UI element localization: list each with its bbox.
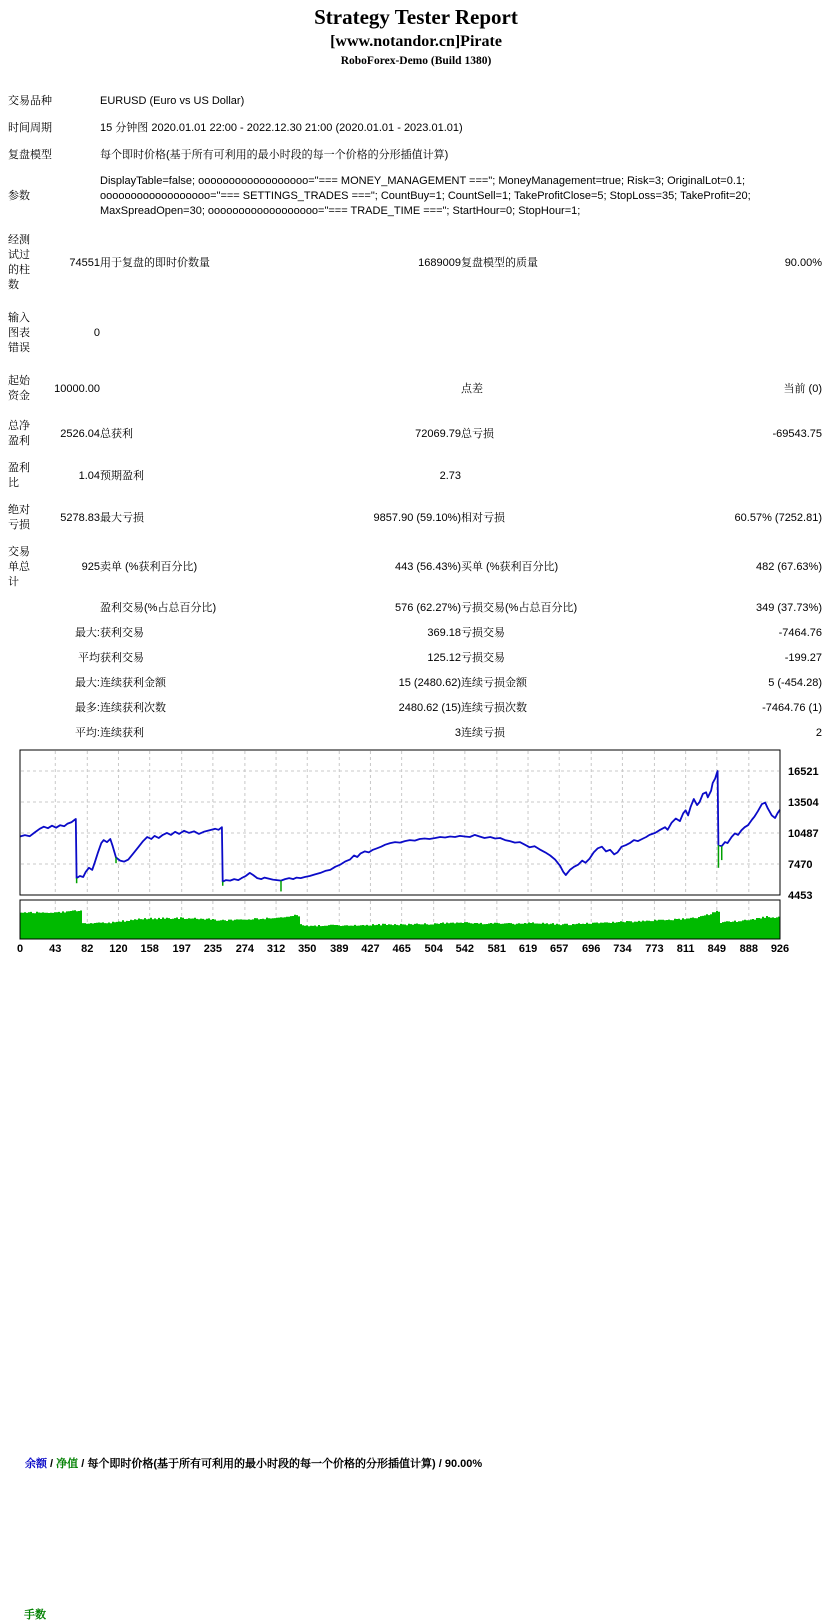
y-axis-label: 10487 [788,828,819,840]
value-right: 60.57% (7252.81) [734,511,822,524]
value-right: 349 (37.73%) [755,602,822,614]
value-left: 最大: [74,677,100,689]
value-right: 5 (-454.28) [768,677,822,689]
metric-label-mid: 获利交易 [100,652,144,664]
row-label: 时间周期 [8,122,52,134]
metric-label-mid [100,302,281,365]
row-value-wide: DisplayTable=false; oooooooooooooooooo="=== MONEY_MANAGEMENT ==="; MoneyManagement=true; Risk=3; OriginalLot=0.1; oooooooooooooooooo="=== SETTINGS_TRADES ==="; CountBuy=1; CountSell=1; TakeProfitClose=5; StopLoss=35; TakeProfit=20; MaxSpreadOpen=30; oooooooooooooooooo="=== TRADE_TIME ==="; StartHour=0; StopHour=1; [100,175,751,217]
value-left: 925 [81,561,100,573]
value-right: -7464.76 [778,627,822,639]
x-axis-label: 657 [550,943,569,955]
metric-label-mid: 总获利 [100,427,133,440]
table-row [8,224,822,302]
value-left: 平均: [74,727,100,739]
y-axis-label: 7470 [788,859,813,871]
row-label: 交易单总计 [8,546,30,588]
table-row [8,88,822,115]
x-axis-label: 849 [707,943,726,955]
metric-label-mid [100,365,281,413]
value-left: 最大: [74,627,100,639]
value-right: 90.00% [784,256,822,269]
legend-equity-label: 净值 [56,1458,79,1470]
metric-label-right: 连续亏损金额 [461,677,527,689]
table-row [8,115,822,142]
metric-label-right: 亏损交易 [461,652,505,664]
metric-label-mid: 连续获利 [100,727,144,739]
table-row [8,671,822,696]
value-right: -199.27 [784,652,822,664]
metric-label-mid: 连续获利金额 [100,677,166,689]
report-subtitle: [www.notandor.cn]Pirate [330,33,502,50]
x-axis-label: 274 [235,943,255,955]
x-axis-labels [17,943,789,955]
table-row [8,169,822,224]
x-axis-label: 773 [645,943,664,955]
legend-quality-value: 90.00% [444,1458,483,1470]
x-axis-label: 542 [455,943,475,955]
row-label: 经测试过的柱数 [8,234,30,291]
metric-label-mid: 预期盈利 [100,469,144,482]
value-left: 最多: [74,702,100,714]
value-mid: 1689009 [418,256,461,269]
value-right: 2 [815,727,822,739]
value-left: 平均 [78,652,100,664]
value-left: 1.04 [78,469,100,482]
metric-label-right: 亏损交易 [461,627,505,639]
legend-separator: / [78,1458,88,1470]
metric-label-right: 连续亏损 [461,727,505,739]
value-right: -7464.76 (1) [762,702,822,714]
x-axis-label: 619 [518,943,538,955]
row-label: 复盘模型 [8,149,52,161]
x-axis-label: 427 [361,943,380,955]
metric-label-right: 买单 (%获利百分比) [461,561,559,573]
table-row [8,596,822,621]
legend-model-label: 每个即时价格(基于所有可利用的最小时段的每一个价格的分形插值计算) [87,1458,436,1470]
value-mid [281,302,462,365]
y-axis-labels [788,766,819,902]
x-axis-label: 734 [613,943,632,955]
value-mid: 443 (56.43%) [394,561,461,573]
row-label [8,596,34,621]
row-value-wide: 15 分钟图 2020.01.01 22:00 - 2022.12.30 21:00 (2020.01.01 - 2023.01.01) [100,122,463,134]
value-right [642,455,823,497]
value-left [34,596,100,621]
row-label [8,696,34,721]
value-left: 0 [93,327,100,339]
row-label: 起始资金 [8,375,30,402]
value-mid: 125.12 [427,652,461,664]
value-mid [281,365,462,413]
value-left: 74551 [69,256,100,269]
metric-label-right [461,302,642,365]
table-row [8,365,822,413]
x-axis-label: 43 [49,943,62,955]
x-axis-label: 0 [16,943,24,955]
value-left: 2526.04 [60,427,100,440]
row-label: 总净盈利 [8,420,30,447]
value-mid: 576 (62.27%) [394,602,461,614]
row-label [8,621,34,646]
metric-label-right: 总亏损 [461,427,494,440]
x-axis-label: 696 [582,943,601,955]
table-row [8,497,822,539]
metric-label-mid: 获利交易 [100,627,144,639]
value-mid: 3 [454,727,461,739]
metric-label-mid: 连续获利次数 [100,702,166,714]
x-axis-label: 120 [109,943,128,955]
x-axis-label: 235 [203,943,223,955]
y-axis-label: 4453 [788,890,813,902]
row-value-wide: EURUSD (Euro vs US Dollar) [100,95,245,107]
table-row [8,142,822,169]
value-mid: 369.18 [427,627,461,639]
x-axis-label: 158 [140,943,159,955]
metric-label-right: 亏损交易(%占总百分比) [461,602,578,614]
x-axis-label: 82 [81,943,94,955]
metric-label-right: 连续亏损次数 [461,702,527,714]
metric-label-mid: 最大亏损 [100,511,144,524]
x-axis-label: 312 [266,943,286,955]
x-axis-label: 389 [330,943,349,955]
x-axis-label: 926 [770,943,790,955]
value-left: 5278.83 [60,511,100,524]
chart-canvas [0,746,832,956]
row-value-wide: 每个即时价格(基于所有可利用的最小时段的每一个价格的分形插值计算) [100,149,449,161]
metric-label-right: 复盘模型的质量 [461,256,538,269]
row-label: 盈利比 [8,462,30,489]
value-mid: 15 (2480.62) [398,677,461,689]
value-right: 482 (67.63%) [755,561,822,573]
table-row [8,455,822,497]
value-right [642,302,823,365]
x-axis-label: 581 [487,943,507,955]
metric-label-mid: 用于复盘的即时价数量 [100,256,210,269]
table-row [8,696,822,721]
table-row [8,721,822,746]
row-label: 绝对亏损 [8,504,30,531]
chart-legend [25,1455,482,1471]
value-mid: 72069.79 [415,427,461,440]
server-build: RoboForex-Demo (Build 1380) [340,55,492,67]
metric-label-right [461,455,642,497]
page-title: Strategy Tester Report [314,5,518,29]
y-axis-label: 13504 [788,797,819,809]
metric-label-mid: 卖单 (%获利百分比) [100,561,198,573]
report-header [0,0,832,68]
row-label [8,646,34,671]
metric-label-right: 相对亏损 [461,511,505,524]
x-axis-label: 465 [392,943,411,955]
table-row [8,413,822,455]
row-label: 交易品种 [8,95,52,107]
lots-chart-label: 手数 [24,1609,46,1621]
row-label [8,671,34,696]
x-axis-label: 504 [424,943,443,955]
x-axis-label: 888 [739,943,758,955]
row-label [8,721,34,746]
row-label: 参数 [8,190,30,202]
charts-area [0,746,832,1621]
legend-separator: / [435,1458,445,1470]
metric-label-mid: 盈利交易(%占总百分比) [100,602,217,614]
value-mid: 9857.90 (59.10%) [373,511,461,524]
value-mid: 2.73 [439,469,461,482]
value-left [34,169,100,224]
value-right: -69543.75 [772,427,822,440]
legend-separator: / [47,1458,57,1470]
value-right: 当前 (0) [783,382,822,395]
table-row [8,302,822,365]
y-axis-label: 16521 [788,766,819,778]
row-label: 输入图表错误 [8,312,30,354]
value-left: 10000.00 [54,382,100,395]
table-row [8,539,822,596]
x-axis-label: 350 [298,943,317,955]
table-row [8,646,822,671]
x-axis-label: 811 [676,943,695,955]
report-table [8,88,822,746]
legend-balance-label: 余额 [25,1458,47,1470]
x-axis-label: 197 [172,943,191,955]
table-row [8,621,822,646]
value-mid: 2480.62 (15) [398,702,461,714]
metric-label-right: 点差 [461,382,483,395]
